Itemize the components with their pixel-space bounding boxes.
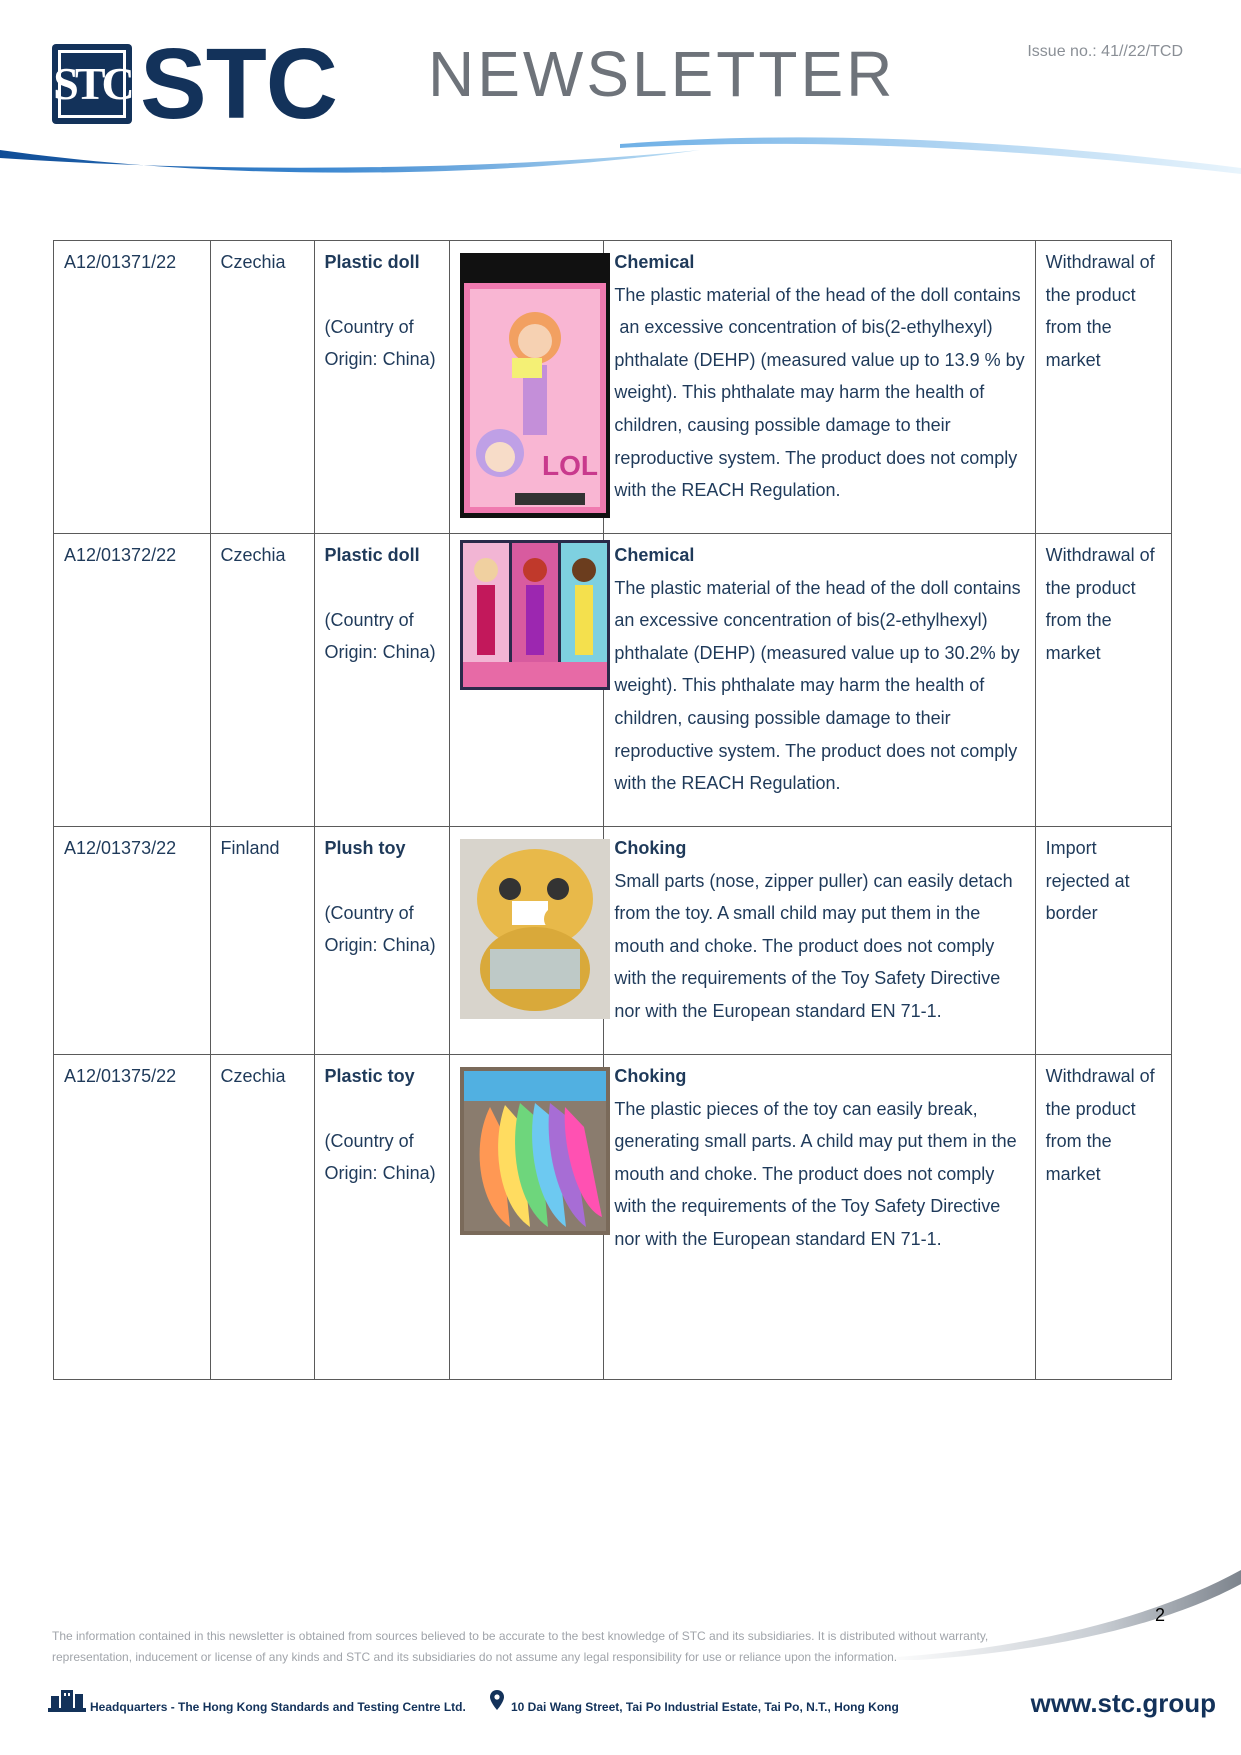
alert-risk bbox=[604, 1055, 1035, 1380]
three-dolls-photo-icon bbox=[460, 540, 610, 690]
alert-measure: Withdrawal of the product from the market bbox=[1035, 1055, 1171, 1380]
location-pin-icon bbox=[490, 1690, 504, 1710]
plastic-toy-photo-icon bbox=[460, 1067, 610, 1235]
alert-measure: Import rejected at border bbox=[1035, 827, 1171, 1055]
footer-bar bbox=[48, 1686, 1216, 1720]
disclaimer: The information contained in this newsletter is obtained from sources believed to be accurate to the best knowledge of STC and its subsidiaries. It is distributed without warranty, representation, inducement or license of any kinds and STC and its subsidiaries do not assume any legal responsibility for use or reliance upon the information. bbox=[52, 1629, 989, 1664]
plush-toy-photo-icon bbox=[460, 839, 610, 1019]
product-name: Plastic doll bbox=[324, 252, 420, 272]
risk-type: Choking bbox=[614, 838, 687, 858]
product-name: Plastic doll bbox=[324, 545, 420, 565]
risk-description: The plastic material of the head of the doll contains an excessive concentration of bis(2-ethylhexyl) phthalate (DEHP) (measured value up to 13.9 % by weight). This phthalate may harm the health of children, causing possible damage to their reproductive system. The product does not comply with the REACH Regulation. bbox=[614, 284, 1025, 501]
risk-type: Choking bbox=[614, 1066, 687, 1086]
product-origin: (Country of Origin: China) bbox=[324, 609, 436, 663]
product-origin: (Country of Origin: China) bbox=[324, 316, 436, 370]
alert-photo-cell bbox=[449, 241, 604, 534]
alert-risk bbox=[604, 827, 1035, 1055]
alert-risk bbox=[604, 241, 1035, 534]
alert-country: Czechia bbox=[210, 241, 314, 534]
alert-product bbox=[314, 534, 449, 827]
headquarters-text: Headquarters - The Hong Kong Standards and Testing Centre Ltd. bbox=[90, 1700, 466, 1714]
alert-risk bbox=[604, 534, 1035, 827]
table-row bbox=[54, 827, 1172, 1055]
product-origin: (Country of Origin: China) bbox=[324, 1130, 436, 1184]
alert-product bbox=[314, 1055, 449, 1380]
alert-country: Finland bbox=[210, 827, 314, 1055]
alert-photo-cell bbox=[449, 827, 604, 1055]
product-name: Plastic toy bbox=[324, 1066, 415, 1086]
table-row bbox=[54, 241, 1172, 534]
address-text: 10 Dai Wang Street, Tai Po Industrial Estate, Tai Po, N.T., Hong Kong bbox=[511, 1700, 899, 1714]
page-number: 2 bbox=[1155, 1605, 1166, 1625]
risk-description: Small parts (nose, zipper puller) can easily detach from the toy. A small child may put them in the mouth and choke. The product does not comply with the requirements of the Toy Safety Directive nor with the European standard EN 71-1. bbox=[614, 870, 1013, 1021]
building-icon bbox=[48, 1688, 86, 1712]
risk-type: Chemical bbox=[614, 545, 695, 565]
risk-description: The plastic material of the head of the doll contains an excessive concentration of bis(2-ethylhexyl) phthalate (DEHP) (measured value up to 30.2% by weight). This phthalate may harm the health of children, causing possible damage to their reproductive system. The product does not comply with the REACH Regulation. bbox=[614, 577, 1021, 794]
alert-measure: Withdrawal of the product from the market bbox=[1035, 241, 1171, 534]
alert-code: A12/01371/22 bbox=[54, 241, 211, 534]
logo-wordmark: STC bbox=[140, 28, 337, 140]
header-swoosh bbox=[0, 130, 1241, 200]
alert-product bbox=[314, 827, 449, 1055]
doll-box-photo-icon bbox=[460, 253, 610, 518]
alert-code: A12/01373/22 bbox=[54, 827, 211, 1055]
alert-country: Czechia bbox=[210, 534, 314, 827]
newsletter-title: NEWSLETTER bbox=[428, 38, 896, 110]
alert-country: Czechia bbox=[210, 1055, 314, 1380]
issue-number: Issue no.: 41//22/TCD bbox=[1027, 43, 1183, 60]
stc-logo-mark bbox=[52, 44, 132, 124]
logo-mark-text: STC bbox=[53, 58, 131, 109]
table-row bbox=[54, 1055, 1172, 1380]
table-row bbox=[54, 534, 1172, 827]
alerts-table bbox=[53, 240, 1172, 1380]
alert-code: A12/01372/22 bbox=[54, 534, 211, 827]
alert-photo-cell bbox=[449, 534, 604, 827]
risk-description: The plastic pieces of the toy can easily break, generating small parts. A child may put them in the mouth and choke. The product does not comply with the requirements of the Toy Safety Directive nor with the European standard EN 71-1. bbox=[614, 1098, 1017, 1249]
alert-code: A12/01375/22 bbox=[54, 1055, 211, 1380]
alert-measure: Withdrawal of the product from the market bbox=[1035, 534, 1171, 827]
product-origin: (Country of Origin: China) bbox=[324, 902, 436, 956]
website-link[interactable]: www.stc.group bbox=[1030, 1688, 1216, 1718]
risk-type: Chemical bbox=[614, 252, 695, 272]
svg-text:LOL: LOL bbox=[541, 450, 598, 481]
alert-photo-cell bbox=[449, 1055, 604, 1380]
product-name: Plush toy bbox=[324, 838, 406, 858]
alert-product bbox=[314, 241, 449, 534]
